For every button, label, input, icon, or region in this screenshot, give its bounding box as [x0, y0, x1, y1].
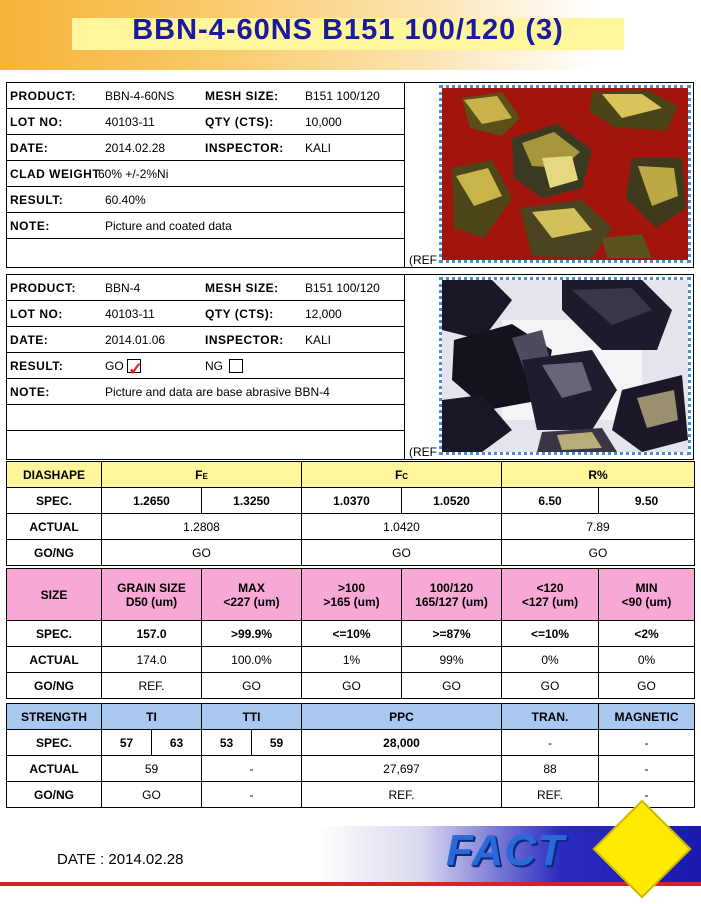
spec-row	[7, 488, 695, 514]
ng-checkbox[interactable]	[229, 359, 243, 373]
gong-cell: GO	[502, 540, 695, 566]
label: DATE:	[10, 141, 49, 155]
header-cell: TI	[102, 704, 202, 730]
fe-sub: E	[202, 471, 208, 481]
fe-main: F	[195, 467, 203, 482]
header-line: <127 (um)	[521, 594, 579, 609]
fc-sub: C	[402, 471, 409, 481]
label: CLAD WEIGHT	[10, 167, 101, 181]
row-label: ACTUAL	[7, 756, 102, 782]
fact-logo: FACT	[446, 826, 565, 875]
strength-table	[6, 703, 695, 808]
gong-cell: GO	[599, 673, 695, 699]
actual-row	[7, 756, 695, 782]
value: 12,000	[305, 307, 342, 321]
label: LOT NO:	[10, 115, 63, 129]
actual-cell: 99%	[402, 647, 502, 673]
actual-cell: -	[599, 756, 695, 782]
spec-cell: >99.9%	[202, 621, 302, 647]
value: BBN-4-60NS	[105, 89, 175, 103]
spec-cell: -	[599, 730, 695, 756]
actual-cell: 7.89	[502, 514, 695, 540]
label: MESH SIZE:	[205, 281, 279, 295]
info-row	[7, 327, 405, 353]
spec-cell: -	[502, 730, 599, 756]
header-cell: STRENGTH	[7, 704, 102, 730]
value: 2014.01.06	[105, 333, 166, 347]
header-cell: DIASHAPE	[7, 462, 102, 488]
coated-crystal-photo	[439, 85, 691, 263]
actual-cell: 88	[502, 756, 599, 782]
header-cell: PPC	[302, 704, 502, 730]
spec-cell: 59	[252, 730, 302, 756]
spec-cell: <=10%	[502, 621, 599, 647]
actual-cell: 27,697	[302, 756, 502, 782]
info-row	[7, 353, 405, 379]
gong-cell: REF.	[102, 673, 202, 699]
gong-cell: GO	[302, 673, 402, 699]
spec-cell: 63	[152, 730, 202, 756]
header-line: GRAIN SIZE	[117, 580, 186, 595]
strength-header-row	[7, 704, 695, 730]
ref-label: (REF	[409, 253, 437, 267]
info-row	[7, 83, 405, 109]
info-row	[7, 213, 405, 239]
actual-row	[7, 647, 695, 673]
value: 40103-11	[105, 115, 155, 129]
header-line: <227 (um)	[223, 594, 280, 609]
header-cell: TRAN.	[502, 704, 599, 730]
header-line: 165/127 (um)	[415, 594, 488, 609]
info-row	[7, 405, 405, 431]
label: LOT NO:	[10, 307, 63, 321]
actual-cell: 1.0420	[302, 514, 502, 540]
spec-cell: 28,000	[302, 730, 502, 756]
gong-cell: REF.	[502, 782, 599, 808]
row-label: GO/NG	[7, 540, 102, 566]
actual-cell: 1.2808	[102, 514, 302, 540]
gong-cell: GO	[102, 782, 202, 808]
header-line: MAX	[238, 580, 265, 595]
label: INSPECTOR:	[205, 141, 284, 155]
label: PRODUCT:	[10, 89, 76, 103]
size-table	[6, 568, 695, 699]
header-cell	[302, 462, 502, 488]
header-cell: MAGNETIC	[599, 704, 695, 730]
header-cell: R%	[502, 462, 695, 488]
info-row	[7, 135, 405, 161]
label: MESH SIZE:	[205, 89, 279, 103]
header-line: <90 (um)	[621, 594, 672, 609]
diashape-table	[6, 461, 695, 566]
coated-info-block	[6, 82, 694, 268]
header-cell: TTI	[202, 704, 302, 730]
checkmark-icon: ✓	[128, 359, 144, 379]
value: BBN-4	[105, 281, 141, 295]
label: QTY (CTS):	[205, 307, 274, 321]
spec-cell: 1.0370	[302, 488, 402, 514]
spec-cell: 9.50	[599, 488, 695, 514]
spec-cell: <2%	[599, 621, 695, 647]
info-row	[7, 379, 405, 405]
base-info-table	[7, 275, 405, 459]
coated-info-table	[7, 83, 405, 267]
spec-cell: 157.0	[102, 621, 202, 647]
spec-cell: >=87%	[402, 621, 502, 647]
gong-cell: GO	[302, 540, 502, 566]
actual-cell: 59	[102, 756, 202, 782]
fc-main: F	[394, 467, 403, 482]
label: NOTE:	[10, 385, 50, 399]
gong-row	[7, 782, 695, 808]
header-cell	[402, 569, 502, 621]
row-label: SPEC.	[7, 730, 102, 756]
base-crystal-image	[442, 280, 688, 452]
value: 2014.02.28	[105, 141, 166, 155]
label: QTY (CTS):	[205, 115, 274, 129]
row-label: ACTUAL	[7, 647, 102, 673]
spec-cell: <=10%	[302, 621, 402, 647]
row-label: ACTUAL	[7, 514, 102, 540]
actual-cell: 174.0	[102, 647, 202, 673]
value: B151 100/120	[305, 281, 380, 295]
label: RESULT:	[10, 193, 64, 207]
row-label: GO/NG	[7, 673, 102, 699]
diashape-header-row	[7, 462, 695, 488]
header-cell	[599, 569, 695, 621]
value: KALI	[305, 333, 332, 347]
ng-label: NG	[205, 359, 223, 373]
base-crystal-photo	[439, 277, 691, 455]
value: 40103-11	[105, 307, 155, 321]
spec-cell: 1.2650	[102, 488, 202, 514]
spec-cell: 6.50	[502, 488, 599, 514]
gong-cell: GO	[102, 540, 302, 566]
gong-cell: GO	[402, 673, 502, 699]
gong-cell: GO	[202, 673, 302, 699]
coated-crystal-image	[442, 88, 688, 260]
label: NOTE:	[10, 219, 50, 233]
label: DATE:	[10, 333, 49, 347]
spec-cell: 1.3250	[202, 488, 302, 514]
header-line: MIN	[635, 580, 658, 595]
go-label: GO	[105, 359, 124, 373]
header-cell	[502, 569, 599, 621]
info-row	[7, 109, 405, 135]
actual-cell: -	[202, 756, 302, 782]
footer-date: DATE : 2014.02.28	[57, 851, 184, 868]
row-label: SPEC.	[7, 621, 102, 647]
header-line: 100/120	[429, 580, 474, 595]
header-line: >165 (um)	[323, 594, 380, 609]
gong-cell: REF.	[302, 782, 502, 808]
label: INSPECTOR:	[205, 333, 284, 347]
header-line: D50 (um)	[125, 594, 178, 609]
footer-divider	[0, 882, 701, 886]
value: KALI	[305, 141, 332, 155]
row-label: GO/NG	[7, 782, 102, 808]
page-title: BBN-4-60NS B151 100/120 (3)	[132, 14, 564, 46]
gong-cell: GO	[502, 673, 599, 699]
header-cell: SIZE	[7, 569, 102, 621]
gong-cell: -	[202, 782, 302, 808]
value: 60% +/-2%Ni	[98, 167, 169, 181]
value: B151 100/120	[305, 89, 380, 103]
actual-cell: 100.0%	[202, 647, 302, 673]
ref-label: (REF	[409, 445, 437, 459]
header-cell	[102, 462, 302, 488]
row-label: SPEC.	[7, 488, 102, 514]
spec-row	[7, 621, 695, 647]
spec-cell: 57	[102, 730, 152, 756]
actual-cell: 1%	[302, 647, 402, 673]
info-row	[7, 275, 405, 301]
header-cell	[202, 569, 302, 621]
info-row	[7, 187, 405, 213]
header-line: >100	[337, 580, 366, 595]
value: Picture and data are base abrasive BBN-4	[105, 385, 330, 399]
value: 60.40%	[105, 193, 146, 207]
gong-row	[7, 673, 695, 699]
value: Picture and coated data	[105, 219, 232, 233]
size-header-row	[7, 569, 695, 621]
header-cell	[102, 569, 202, 621]
spec-cell: 1.0520	[402, 488, 502, 514]
spec-cell: 53	[202, 730, 252, 756]
label: RESULT:	[10, 359, 64, 373]
actual-cell: 0%	[502, 647, 599, 673]
gong-cell: -	[599, 782, 695, 808]
info-row	[7, 161, 405, 187]
gong-row	[7, 540, 695, 566]
value: 10,000	[305, 115, 342, 129]
actual-row	[7, 514, 695, 540]
header-line: <120	[536, 580, 564, 595]
base-info-block	[6, 274, 694, 460]
info-row	[7, 301, 405, 327]
actual-cell: 0%	[599, 647, 695, 673]
spec-row	[7, 730, 695, 756]
header-cell	[302, 569, 402, 621]
label: PRODUCT:	[10, 281, 76, 295]
